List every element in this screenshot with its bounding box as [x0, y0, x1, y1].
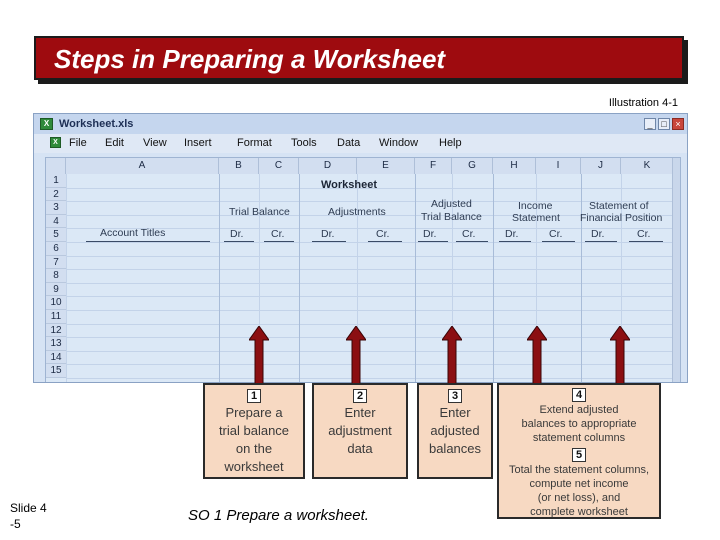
arrow-up-icon — [249, 326, 269, 384]
step-line: Prepare a — [225, 405, 283, 420]
step-line: balances — [428, 441, 482, 456]
cr-header: Cr. — [271, 228, 285, 240]
header-underline — [224, 241, 254, 242]
step-number: 5 — [572, 448, 586, 462]
slide-number — [10, 500, 47, 532]
grid-line — [66, 296, 676, 297]
step-number: 3 — [448, 389, 462, 403]
grid-line — [66, 337, 676, 338]
step-line: statement columns — [532, 432, 626, 444]
row-header[interactable]: 2 — [46, 188, 66, 202]
step-line: on the — [235, 441, 273, 456]
menu-data[interactable]: Data — [337, 137, 361, 149]
maximize-button[interactable]: □ — [658, 118, 670, 130]
header-underline — [629, 241, 663, 242]
group-position-line2: Financial Position — [580, 212, 663, 224]
arrow-up-icon — [346, 326, 366, 384]
excel-icon: X — [40, 118, 53, 130]
step-number: 1 — [247, 389, 261, 403]
grid-line — [66, 242, 676, 243]
step-line: worksheet — [224, 459, 284, 474]
menu-bar — [34, 134, 687, 153]
group-adjusted-line1: Adjusted — [431, 198, 472, 210]
step-line: trial balance — [218, 423, 290, 438]
step-line: Enter — [439, 405, 471, 420]
column-header-b[interactable]: B — [219, 158, 259, 174]
step-line: adjustment — [328, 423, 392, 438]
grid-line — [66, 351, 676, 352]
column-header-j[interactable]: J — [581, 158, 621, 174]
header-underline — [542, 241, 575, 242]
step-line: Enter — [344, 405, 376, 420]
vertical-scrollbar[interactable] — [672, 158, 680, 383]
group-trial-balance: Trial Balance — [229, 206, 290, 218]
column-header-c[interactable]: C — [259, 158, 299, 174]
column-header-a[interactable]: A — [66, 158, 219, 174]
grid-line — [66, 269, 676, 270]
menu-format[interactable]: Format — [237, 137, 272, 149]
row-header[interactable]: 11 — [46, 310, 66, 324]
grid-line — [219, 174, 220, 383]
group-position-line1: Statement of — [589, 200, 649, 212]
step-line: Total the statement columns, — [508, 464, 649, 476]
step-box-3 — [417, 383, 493, 479]
row-header[interactable]: 6 — [46, 242, 66, 256]
grid-line — [493, 174, 494, 383]
row-header[interactable]: 4 — [46, 215, 66, 229]
column-header-g[interactable]: G — [452, 158, 493, 174]
step-line: balances to appropriate — [521, 418, 637, 430]
header-underline — [456, 241, 488, 242]
group-income-line2: Statement — [512, 212, 560, 224]
group-income-line1: Income — [518, 200, 553, 212]
header-underline — [264, 241, 294, 242]
arrow-up-icon — [442, 326, 462, 384]
grid-line — [299, 174, 300, 383]
row-header[interactable]: 12 — [46, 324, 66, 338]
step-line: data — [347, 441, 373, 456]
step-line: Extend adjusted — [539, 404, 619, 416]
slide-title: Steps in Preparing a Worksheet — [54, 44, 446, 74]
row-header[interactable]: 7 — [46, 256, 66, 270]
row-header[interactable]: 15 — [46, 364, 66, 378]
close-button[interactable]: × — [672, 118, 684, 130]
step-line: adjusted — [430, 423, 480, 438]
dr-header: Dr. — [423, 228, 437, 240]
header-underline — [418, 241, 448, 242]
step-box-2 — [312, 383, 408, 479]
dr-header: Dr. — [505, 228, 519, 240]
account-titles-header: Account Titles — [100, 227, 166, 239]
row-header[interactable]: 1 — [46, 174, 66, 188]
grid-line — [66, 324, 676, 325]
minimize-button[interactable]: _ — [644, 118, 656, 130]
menu-window[interactable]: Window — [379, 137, 419, 149]
step-line: complete worksheet — [530, 506, 628, 518]
row-header[interactable]: 3 — [46, 201, 66, 215]
sheet-title: Worksheet — [321, 179, 378, 191]
group-adjusted-line2: Trial Balance — [421, 211, 482, 223]
grid-line — [581, 174, 582, 383]
window-file-name: Worksheet.xls — [59, 118, 134, 130]
header-underline — [312, 241, 346, 242]
header-underline — [499, 241, 531, 242]
cr-header: Cr. — [462, 228, 476, 240]
grid-line — [66, 174, 67, 383]
column-header-d[interactable]: D — [299, 158, 357, 174]
column-header-i[interactable]: I — [536, 158, 581, 174]
grid-line — [66, 378, 676, 379]
step-number: 2 — [353, 389, 367, 403]
row-header[interactable]: 13 — [46, 337, 66, 351]
row-header[interactable]: 9 — [46, 283, 66, 297]
dr-header: Dr. — [230, 228, 244, 240]
step-line: compute net income — [529, 478, 629, 490]
slide-number-line2: -5 — [10, 517, 21, 531]
grid-line — [66, 256, 676, 257]
sheet-icon: X — [50, 137, 61, 148]
header-underline — [585, 241, 617, 242]
menu-insert[interactable]: Insert — [184, 137, 212, 149]
menu-view[interactable]: View — [143, 137, 167, 149]
grid-line — [66, 310, 676, 311]
row-header[interactable]: 5 — [46, 228, 66, 242]
step-box-4-5 — [497, 383, 661, 519]
slide-number-line1: Slide 4 — [10, 501, 47, 515]
grid-line — [66, 201, 676, 202]
header-underline — [368, 241, 402, 242]
cr-header: Cr. — [549, 228, 563, 240]
corner-cell[interactable] — [46, 158, 66, 174]
arrow-up-icon — [610, 326, 630, 384]
illustration-label: Illustration 4-1 — [608, 97, 678, 109]
row-header[interactable]: 8 — [46, 269, 66, 283]
column-header-k[interactable]: K — [621, 158, 674, 174]
cr-header: Cr. — [637, 228, 651, 240]
study-objective: SO 1 Prepare a worksheet. — [188, 507, 369, 524]
grid-line — [66, 364, 676, 365]
column-header-h[interactable]: H — [493, 158, 536, 174]
row-header[interactable]: 10 — [46, 296, 66, 310]
title-banner — [34, 36, 684, 80]
dr-header: Dr. — [591, 228, 605, 240]
window-title-bar — [34, 114, 687, 134]
group-adjustments: Adjustments — [328, 206, 386, 218]
grid-line — [415, 174, 416, 383]
arrow-up-icon — [527, 326, 547, 384]
menu-file[interactable]: File — [69, 137, 87, 149]
column-header-e[interactable]: E — [357, 158, 415, 174]
step-line: (or net loss), and — [537, 492, 621, 504]
step-number: 4 — [572, 388, 586, 402]
menu-help[interactable]: Help — [439, 137, 462, 149]
cr-header: Cr. — [376, 228, 390, 240]
menu-tools[interactable]: Tools — [291, 137, 317, 149]
step-box-1 — [203, 383, 305, 479]
header-underline — [86, 241, 210, 242]
menu-edit[interactable]: Edit — [105, 137, 124, 149]
dr-header: Dr. — [321, 228, 335, 240]
row-header[interactable]: 14 — [46, 351, 66, 365]
grid-line — [66, 283, 676, 284]
column-header-f[interactable]: F — [415, 158, 452, 174]
